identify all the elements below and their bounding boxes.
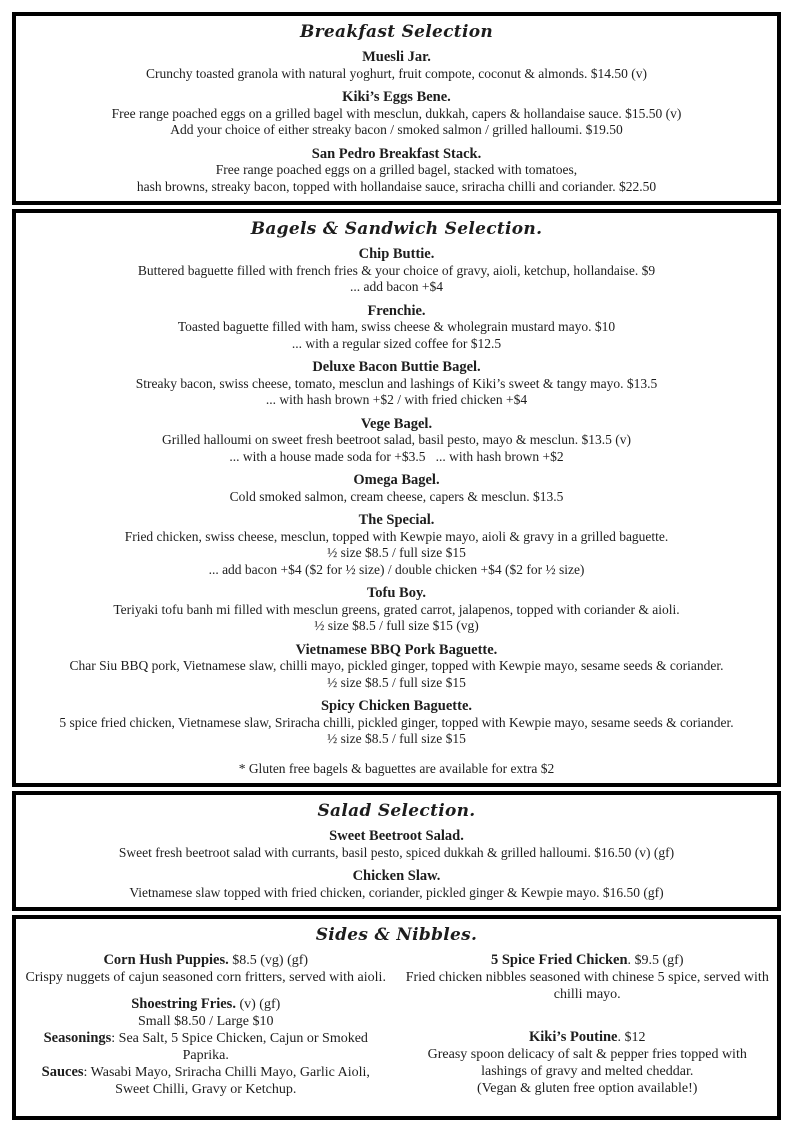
item-name: Muesli Jar. [362, 49, 431, 65]
menu-item-spicy-chicken-baguette [24, 698, 769, 748]
item-line: hash browns, streaky bacon, topped with hollandaise sauce, sriracha chilli and coriander. $22.50 [136, 178, 657, 194]
item-name: Vege Bagel. [360, 415, 433, 432]
item-line: Streaky bacon, swiss cheese, tomato, mesclun and lashings of Kiki’s sweet & tangy mayo. $13.5 [135, 375, 658, 391]
item-line: 5 spice fried chicken, Vietnamese slaw, Sriracha chilli, pickled ginger, topped with Kewpie mayo, sesame seeds & coriander. [59, 714, 734, 730]
item-line: ... add bacon +$4 [349, 279, 444, 294]
item-name-line [24, 952, 388, 969]
item-price: (v) (gf) [235, 997, 281, 1012]
item-line: Crunchy toasted granola with natural yoghurt, fruit compote, coconut & almonds. $14.50 (v) [146, 65, 647, 81]
menu-item-tofu-boy [24, 585, 769, 635]
item-name: Kiki’s Eggs Bene. [342, 89, 451, 105]
item-price: . $12 [617, 1030, 646, 1045]
item-name: Corn Hush Puppies. [103, 952, 229, 968]
sides-right-column [406, 952, 770, 1108]
item-name-line [406, 1029, 770, 1046]
menu-item-chip-buttie [24, 246, 769, 296]
menu-item-vietnamese-bbq-pork-baguette [24, 642, 769, 692]
gluten-free-footnote: * Gluten free bagels & baguettes are available for extra $2 [238, 760, 555, 776]
menu-item-deluxe-bacon-buttie-bagel [24, 359, 769, 409]
item-name: Spicy Chicken Baguette. [320, 698, 473, 714]
item-name-line [24, 996, 388, 1013]
section-sides-nibbles [12, 915, 781, 1120]
menu-item-kikis-poutine [406, 1029, 770, 1097]
item-name: Sweet Beetroot Salad. [329, 828, 464, 844]
item-line: ... add bacon +$4 ($2 for ½ size) / double chicken +$4 ($2 for ½ size) [208, 561, 585, 577]
item-line: ... with hash brown +$2 / with fried chicken +$4 [265, 392, 528, 407]
item-line: (Vegan & gluten free option available!) [477, 1081, 698, 1096]
sauces-label: Sauces [41, 1064, 84, 1080]
menu-item-5-spice-fried-chicken [406, 952, 770, 1003]
item-line: Grilled halloumi on sweet fresh beetroot salad, basil pesto, mayo & mesclun. $13.5 (v) [161, 432, 632, 447]
section-title-bagels: Bagels & Sandwich Selection. [250, 219, 543, 239]
item-line: Vietnamese slaw topped with fried chicken, coriander, pickled ginger & Kewpie mayo. $16.50 (gf) [129, 884, 664, 900]
seasonings-text: : Sea Salt, 5 Spice Chicken, Cajun or Smoked Paprika. [111, 1031, 368, 1063]
item-line: Teriyaki tofu banh mi filled with mesclun greens, grated carrot, jalapenos, topped with coriander & aioli. [113, 601, 680, 617]
menu-item-muesli-jar [24, 49, 769, 82]
section-title-breakfast: Breakfast Selection [299, 22, 494, 42]
item-name: Chicken Slaw. [352, 868, 441, 884]
item-line: Buttered baguette filled with french fries & your choice of gravy, aioli, ketchup, hollandaise. $9 [137, 262, 656, 278]
item-line: Fried chicken, swiss cheese, mesclun, topped with Kewpie mayo, aioli & gravy in a grilled baguette. [124, 528, 669, 544]
item-price: . $9.5 (gf) [627, 953, 684, 968]
item-line: ½ size $8.5 / full size $15 (vg) [314, 618, 479, 633]
menu-item-san-pedro-breakfast-stack [24, 146, 769, 196]
item-price: $8.5 (vg) (gf) [228, 953, 309, 968]
item-line: Free range poached eggs on a grilled bagel, stacked with tomatoes, [215, 162, 578, 177]
section-bagels-sandwiches [12, 209, 781, 787]
section-title-sides: Sides & Nibbles. [315, 925, 478, 945]
item-name: Shoestring Fries. [131, 996, 236, 1012]
item-line: ½ size $8.5 / full size $15 [327, 731, 466, 746]
item-line: Greasy spoon delicacy of salt & pepper fries topped with lashings of gravy and melted cheddar. [427, 1047, 747, 1079]
sides-left-column [24, 952, 388, 1108]
item-name: Kiki’s Poutine [529, 1029, 618, 1045]
item-line: ... with a house made soda for +$3.5 ... with hash brown +$2 [229, 448, 564, 464]
item-line: Small $8.50 / Large $10 [138, 1014, 274, 1029]
item-line: Toasted baguette filled with ham, swiss cheese & wholegrain mustard mayo. $10 [177, 319, 616, 334]
seasonings-label: Seasonings [43, 1030, 112, 1046]
menu-item-sweet-beetroot-salad [24, 828, 769, 861]
menu-item-kikis-eggs-bene [24, 89, 769, 139]
sides-columns [24, 952, 769, 1108]
section-breakfast [12, 12, 781, 205]
item-line-sauces [24, 1064, 388, 1098]
item-name: Frenchie. [367, 302, 426, 319]
item-name: Deluxe Bacon Buttie Bagel. [312, 359, 481, 375]
item-name: Vietnamese BBQ Pork Baguette. [295, 641, 498, 658]
menu-item-omega-bagel [24, 472, 769, 505]
item-line-seasonings [24, 1030, 388, 1064]
item-line: Crispy nuggets of cajun seasoned corn fritters, served with aioli. [25, 970, 386, 985]
sauces-text: : Wasabi Mayo, Sriracha Chilli Mayo, Garlic Aioli, Sweet Chilli, Gravy or Ketchup. [83, 1065, 370, 1097]
menu-item-corn-hush-puppies [24, 952, 388, 986]
item-line: Free range poached eggs on a grilled bagel with mesclun, dukkah, capers & hollandaise sauce. $15.50 (v) [111, 105, 682, 121]
item-line: ½ size $8.5 / full size $15 [327, 545, 466, 560]
item-line: Add your choice of either streaky bacon / smoked salmon / grilled halloumi. $19.50 [170, 122, 623, 137]
item-name: Omega Bagel. [353, 472, 440, 488]
item-name: Tofu Boy. [366, 585, 427, 601]
menu-item-chicken-slaw [24, 868, 769, 901]
item-line: Char Siu BBQ pork, Vietnamese slaw, chilli mayo, pickled ginger, topped with Kewpie mayo, sesame seeds & coriander. [69, 658, 724, 673]
item-line: Cold smoked salmon, cream cheese, capers & mesclun. $13.5 [229, 488, 564, 504]
item-name: Chip Buttie. [358, 246, 435, 262]
item-line: Sweet fresh beetroot salad with currants, basil pesto, spiced dukkah & grilled halloumi. $16.50 (v) (gf) [118, 844, 675, 860]
menu-item-shoestring-fries [24, 996, 388, 1098]
menu-item-the-special [24, 512, 769, 578]
menu-item-vege-bagel [24, 416, 769, 466]
item-name: 5 Spice Fried Chicken [490, 952, 628, 968]
item-line: ... with a regular sized coffee for $12.5 [291, 335, 502, 351]
item-name: San Pedro Breakfast Stack. [311, 145, 482, 162]
item-name: The Special. [358, 512, 435, 528]
item-line: ½ size $8.5 / full size $15 [327, 674, 466, 690]
menu-item-frenchie [24, 303, 769, 353]
section-title-salads: Salad Selection. [317, 801, 476, 821]
item-line: Fried chicken nibbles seasoned with chinese 5 spice, served with chilli mayo. [405, 970, 769, 1002]
section-salads [12, 791, 781, 911]
item-name-line [406, 952, 770, 969]
